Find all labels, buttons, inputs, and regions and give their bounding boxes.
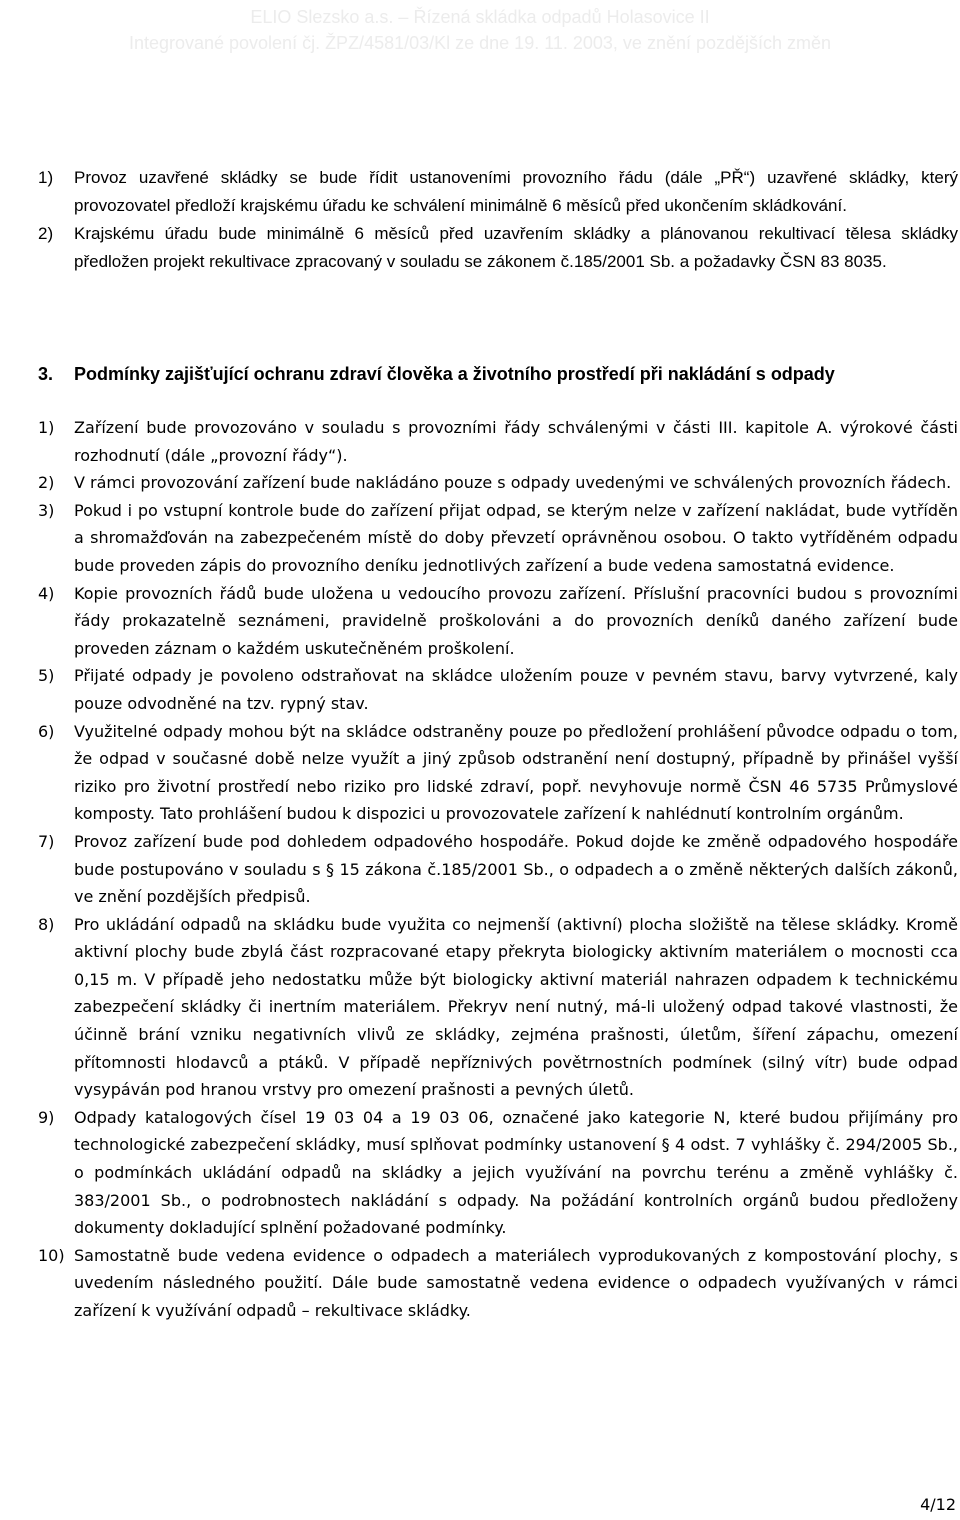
item-number: 3) xyxy=(38,500,55,520)
item-text: Kopie provozních řádů bude uložena u vedoucího provozu zařízení. Příslušní pracovníci budou s provozními řády prokazatelně seznámeni, pravidelně proškolováni a do provozních deníků daného zařízení bude proveden záznam o každém uskutečněném proškolení. xyxy=(74,583,958,658)
list-item xyxy=(38,718,958,828)
item-text: Pokud i po vstupní kontrole bude do zařízení přijat odpad, se kterým nelze v zařízení nakládat, bude vytříděn a shromažďován na zabezpečeném místě do doby převzetí oprávněnou osobou. O takto vytříděném odpadu bude proveden zápis do provozního deníku jednotlivých zařízení a bude vedena samostatná evidence. xyxy=(74,500,958,575)
item-number: 5) xyxy=(38,666,55,686)
previous-section-list xyxy=(38,164,958,276)
item-text: Krajskému úřadu bude minimálně 6 měsíců před uzavřením skládky a plánovanou rekultivací tělesa skládky předložen projekt rekultivace zpracovaný v souladu se zákonem č.185/2001 Sb. a požadavky ČSN 83 8035. xyxy=(74,224,958,271)
item-number: 1) xyxy=(38,418,55,437)
item-number: 2) xyxy=(38,224,54,243)
item-number: 4) xyxy=(38,583,55,603)
page-number: 4/12 xyxy=(920,1495,956,1514)
item-number: 7) xyxy=(38,831,55,851)
section-heading xyxy=(38,360,958,388)
header-company-line: ELIO Slezsko a.s. – Řízená skládka odpadů Holasovice II xyxy=(250,7,710,27)
conditions-list xyxy=(38,414,958,1325)
item-text: Samostatně bude vedena evidence o odpadech a materiálech vyprodukovaných z kompostování plochy, s uvedením následného použití. Dále bude samostatně vedena evidence o odpadech využívaných v rámci zařízení k využívání odpadů – rekultivace skládky. xyxy=(74,1245,958,1320)
list-item xyxy=(38,662,958,717)
item-text: Odpady katalogových čísel 19 03 04 a 19 03 06, označené jako kategorie N, které budou přijímány pro technologické zabezpečení skládky, musí splňovat podmínky ustanovení § 4 odst. 7 vyhlášky č. 294/2005 Sb., o podmínkách ukládání odpadů na skládky a jejich využívání na povrchu terénu a změně vyhlášky č. 383/2001 Sb., o podrobnostech nakládání s odpady. Na požádání kontrolních orgánů budou předloženy dokumenty dokladující splnění požadované podmínky. xyxy=(74,1107,958,1238)
section-title: Podmínky zajišťující ochranu zdraví člověka a životního prostředí při nakládání s odpady xyxy=(74,364,835,384)
item-text: Přijaté odpady je povoleno odstraňovat na skládce uložením pouze v pevném stavu, barvy vytvrzené, kaly pouze odvodněné na tzv. rypný stav. xyxy=(74,666,958,713)
list-item xyxy=(38,414,958,469)
list-item xyxy=(38,220,958,276)
list-item xyxy=(38,1242,958,1325)
list-item xyxy=(38,497,958,580)
item-number: 2) xyxy=(38,473,55,493)
item-number: 10) xyxy=(38,1245,65,1265)
item-text: Provoz uzavřené skládky se bude řídit ustanoveními provozního řádu (dále „PŘ“) uzavřené skládky, který provozovatel předloží krajskému úřadu ke schválení minimálně 6 měsíců před ukončením skládkování. xyxy=(74,168,958,215)
item-number: 8) xyxy=(38,914,55,934)
item-number: 9) xyxy=(38,1107,55,1127)
item-number: 1) xyxy=(38,168,54,187)
list-item xyxy=(38,164,958,220)
list-item xyxy=(38,469,958,497)
item-text: V rámci provozování zařízení bude nakládáno pouze s odpady uvedenými ve schválených provozních řádech. xyxy=(74,473,952,493)
header-permit-line: Integrované povolení čj. ŽPZ/4581/03/Kl ze dne 19. 11. 2003, ve znění pozdějších změn xyxy=(128,33,832,53)
list-item xyxy=(38,828,958,911)
page-header xyxy=(0,0,960,56)
item-text: Pro ukládání odpadů na skládku bude využita co nejmenší (aktivní) plocha složiště na tělese skládky. Kromě aktivní plochy bude zbylá část rozpracované etapy překryta biologicky aktivním materiálem o mocnosti cca 0,15 m. V případě jeho nedostatku může být biologicky aktivní materiál nahrazen odpadem k technickému zabezpečení skládky či inertním materiálem. Překryv není nutný, má-li uložený odpad takové vlastnosti, že účinně brání vzniku negativních vlivů ze skládky, zejména prašnosti, úletům, šíření zápachu, omezení přítomnosti hlodavců a ptáků. V případě nepříznivých povětrnostních podmínek (silný vítr) bude odpad vysypáván pod hranou vrstvy pro omezení prašnosti a pevných úletů. xyxy=(74,914,958,1100)
list-item xyxy=(38,1104,958,1242)
item-text: Zařízení bude provozováno v souladu s provozními řády schválenými v části III. kapitole A. výrokové části rozhodnutí (dále „provozní řády“). xyxy=(74,418,958,465)
item-text: Využitelné odpady mohou být na skládce odstraněny pouze po předložení prohlášení původce odpadu o tom, že odpad v současné době nelze využít a jiný způsob odstranění není dostupný, případně by přinášel vyšší riziko pro životní prostředí nebo riziko pro lidské zdraví, popř. nevyhovuje normě ČSN 46 5735 Průmyslové komposty. Tato prohlášení budou k dispozici u provozovatele zařízení k nahlédnutí kontrolním orgánům. xyxy=(74,721,958,824)
list-item xyxy=(38,580,958,663)
item-text: Provoz zařízení bude pod dohledem odpadového hospodáře. Pokud dojde ke změně odpadového hospodáře bude postupováno v souladu s § 15 zákona č.185/2001 Sb., o odpadech a o změně některých dalších zákonů, ve znění pozdějších předpisů. xyxy=(74,831,958,907)
item-number: 6) xyxy=(38,721,55,741)
list-item xyxy=(38,911,958,1104)
section-number: 3. xyxy=(38,364,54,384)
